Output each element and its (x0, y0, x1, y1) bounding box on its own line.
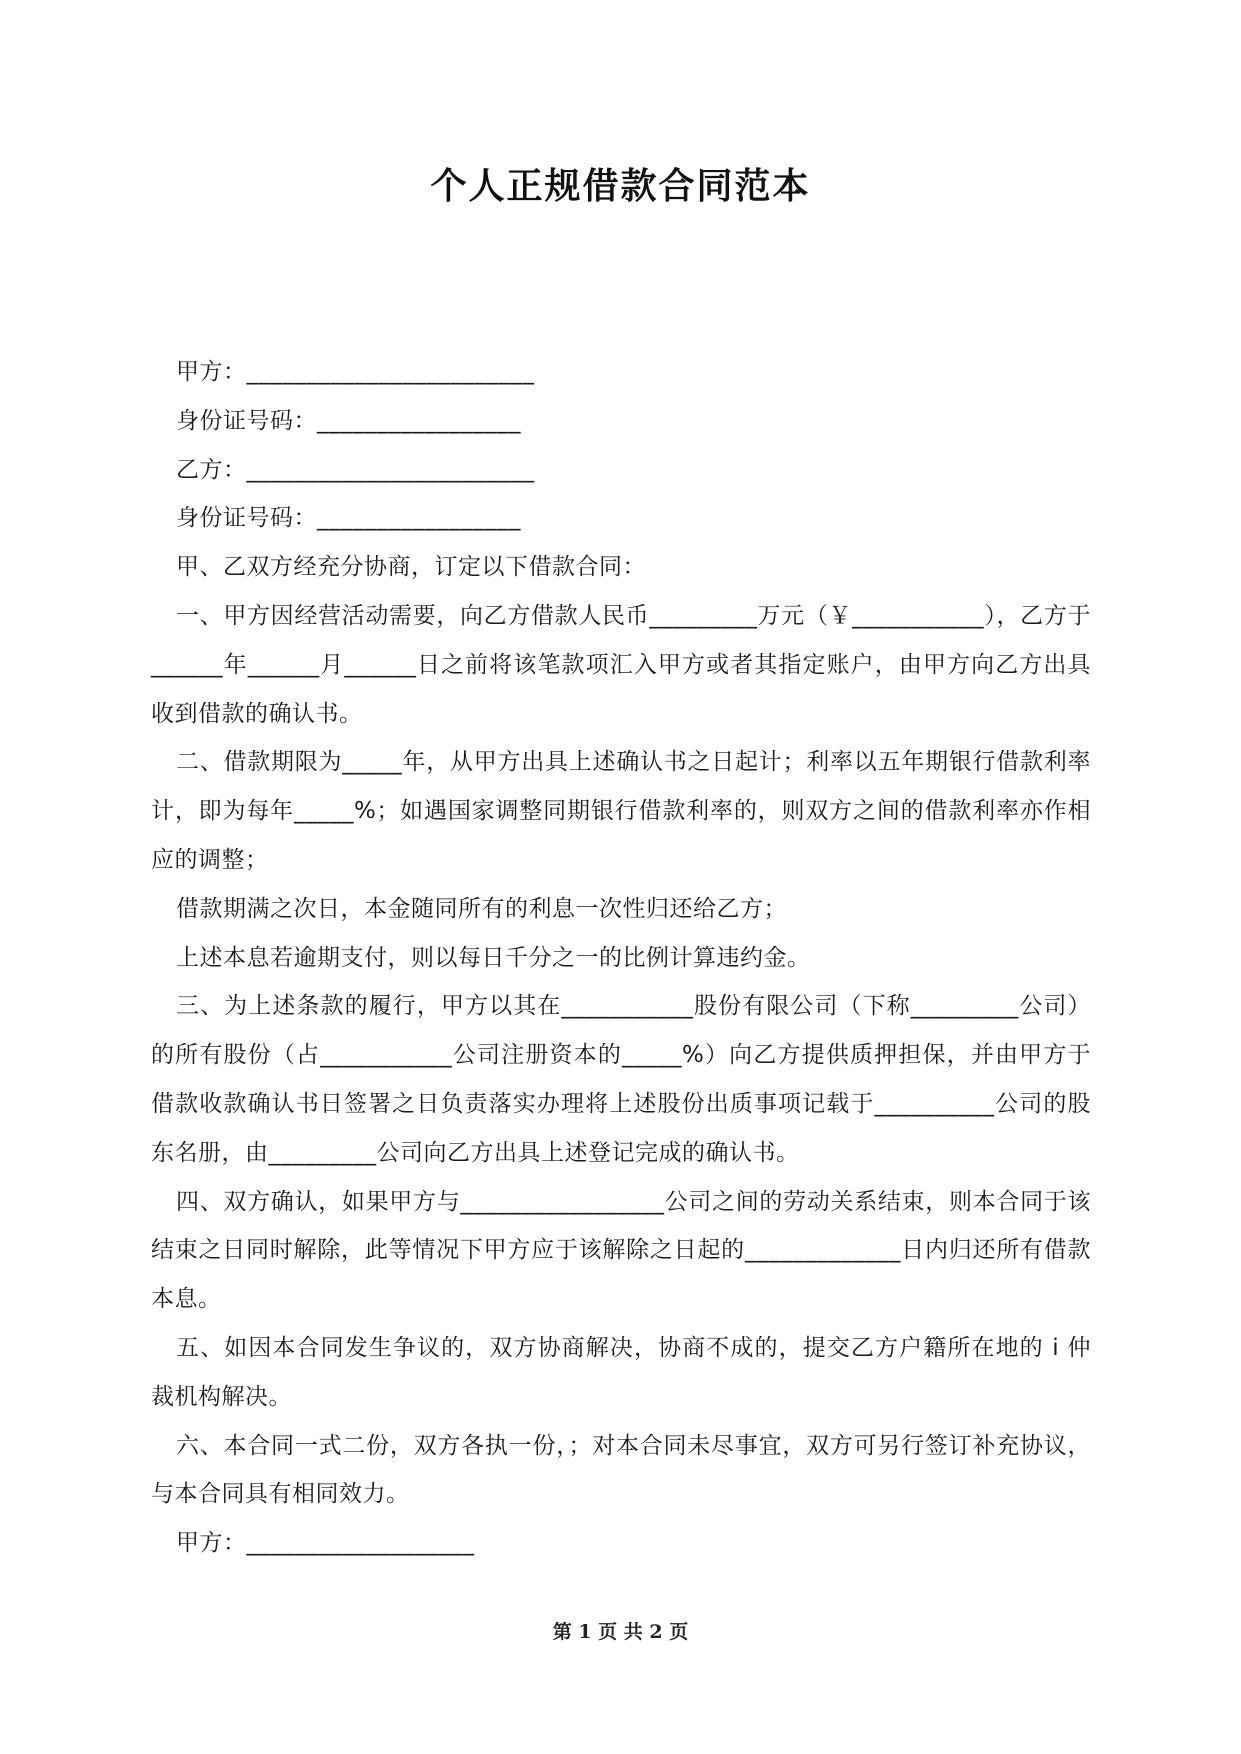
party-a-id-line: 身份证号码：_________________ (176, 407, 521, 434)
clause-1: 一、甲方因经营活动需要，向乙方借款人民币_________万元（￥___________），乙方于______年______月______日之前将该笔款项汇入甲方或者其指定账户，由甲方向乙方出具收到借款的确认书。 (151, 602, 1091, 727)
clause-2-penalty: 上述本息若逾期支付，则以每日千分之一的比例计算违约金。 (176, 944, 811, 971)
clause-3: 三、为上述条款的履行，甲方以其在___________股份有限公司（下称_________公司）的所有股份（占___________公司注册资本的_____%）向乙方提供质押担保，并由甲方于借款收款确认书日签署之日负责落实办理将上述股份出质事项记载于__________公司的股东名册，由_________公司向乙方出具上述登记完成的确认书。 (151, 993, 1091, 1166)
clause-6: 六、本合同一式二份，双方各执一份，；对本合同未尽事宜，双方可另行签订补充协议，与本合同具有相同效力。 (151, 1432, 1091, 1508)
document-title: 个人正规借款合同范本 (430, 166, 811, 207)
party-a-line: 甲方：________________________ (176, 359, 535, 385)
preamble: 甲、乙双方经充分协商，订定以下借款合同： (176, 554, 646, 581)
clause-2-repayment: 借款期满之次日，本金随同所有的利息一次性归还给乙方； (176, 895, 787, 922)
clause-5: 五、如因本合同发生争议的，双方协商解决，协商不成的，提交乙方户籍所在地的 i 仲裁机构解决。 (151, 1334, 1091, 1410)
clause-4: 四、双方确认，如果甲方与_________________公司之间的劳动关系结束，则本合同于该结束之日同时解除，此等情况下甲方应于该解除之日起的_____________日内归还所有借款本息。 (151, 1188, 1091, 1313)
party-b-id-line: 身份证号码：_________________ (176, 505, 521, 532)
clause-2: 二、借款期限为_____年，从甲方出具上述确认书之日起计；利率以五年期银行借款利率计，即为每年_____%；如遇国家调整同期银行借款利率的，则双方之间的借款利率亦作相应的调整； (151, 749, 1091, 873)
signature-party-a: 甲方：___________________ (176, 1530, 475, 1557)
party-b-line: 乙方：________________________ (176, 456, 535, 483)
contract-body (151, 348, 1091, 1568)
page-number: 第 1 页 共 2 页 (552, 1621, 689, 1643)
